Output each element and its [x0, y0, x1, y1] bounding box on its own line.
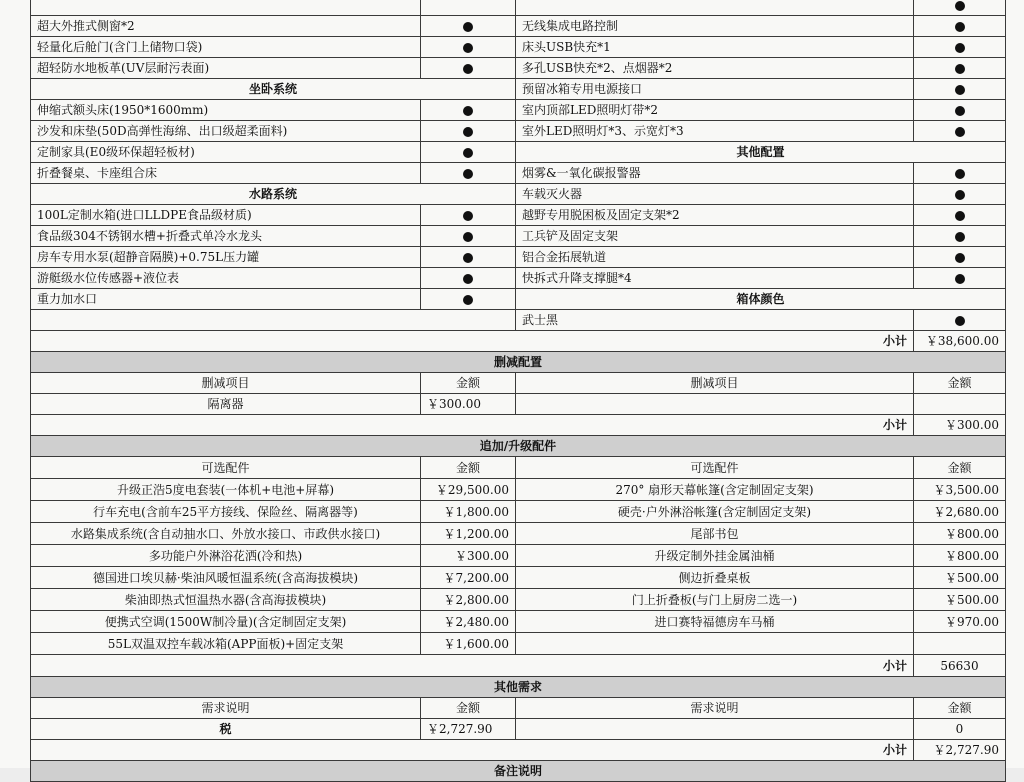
feature-item: 重力加水口	[31, 289, 421, 310]
table-row	[31, 142, 1006, 163]
table-row	[31, 289, 1006, 310]
delete-amount: ￥300.00	[421, 394, 516, 415]
included-mark-cell	[421, 142, 516, 163]
table-row	[31, 121, 1006, 142]
included-mark-cell	[421, 16, 516, 37]
feature-item: 多孔USB快充*2、点烟器*2	[516, 58, 914, 79]
table-row	[31, 545, 1006, 567]
upgrade-amount	[914, 633, 1006, 655]
upgrade-amount: ￥2,480.00	[421, 611, 516, 633]
subtotal-amount: ￥300.00	[914, 415, 1006, 436]
included-mark-cell	[421, 268, 516, 289]
subtotal-label: 小计	[31, 331, 914, 352]
upgrade-item: 柴油即热式恒温热水器(含高海拔模块)	[31, 589, 421, 611]
upgrade-amount: ￥800.00	[914, 523, 1006, 545]
upgrade-amount: ￥3,500.00	[914, 479, 1006, 501]
table-row	[31, 457, 1006, 479]
upgrade-amount: ￥500.00	[914, 567, 1006, 589]
table-row	[31, 0, 1006, 16]
table-row	[31, 501, 1006, 523]
table-row	[31, 567, 1006, 589]
col-header-amount: 金额	[421, 457, 516, 479]
included-dot-icon	[955, 127, 965, 137]
feature-item: 无线集成电路控制	[516, 16, 914, 37]
included-mark-cell	[421, 289, 516, 310]
table-row	[31, 677, 1006, 698]
col-header-item: 需求说明	[516, 698, 914, 719]
subtotal-amount: ￥38,600.00	[914, 331, 1006, 352]
included-dot-icon	[463, 148, 473, 158]
table-row	[31, 331, 1006, 352]
upgrade-item: 270° 扇形天幕帐篷(含定制固定支架)	[516, 479, 914, 501]
feature-item: 床头USB快充*1	[516, 37, 914, 58]
table-row	[31, 740, 1006, 761]
table-row	[31, 226, 1006, 247]
included-mark-cell	[421, 205, 516, 226]
included-mark-cell	[914, 37, 1006, 58]
upgrade-item: 硬壳·户外淋浴帐篷(含定制固定支架)	[516, 501, 914, 523]
feature-item: 轻量化后舱门(含门上储物口袋)	[31, 37, 421, 58]
included-dot-icon	[955, 211, 965, 221]
table-row	[31, 698, 1006, 719]
feature-item: 车载灭火器	[516, 184, 914, 205]
table-row	[31, 205, 1006, 226]
table-row	[31, 655, 1006, 677]
col-header-amount: 金额	[914, 457, 1006, 479]
included-dot-icon	[463, 253, 473, 263]
section-title-color: 箱体颜色	[516, 289, 1006, 310]
feature-item: 快拆式升降支撑腿*4	[516, 268, 914, 289]
subtotal-label: 小计	[31, 415, 914, 436]
included-dot-icon	[463, 274, 473, 284]
col-header-amount: 金额	[421, 698, 516, 719]
col-header-item: 需求说明	[31, 698, 421, 719]
included-dot-icon	[463, 127, 473, 137]
table-row	[31, 37, 1006, 58]
table-row	[31, 100, 1006, 121]
included-mark-cell	[421, 0, 516, 16]
feature-item: 越野专用脱困板及固定支架*2	[516, 205, 914, 226]
feature-item: 超轻防水地板革(UV层耐污表面)	[31, 58, 421, 79]
table-row	[31, 415, 1006, 436]
included-mark-cell	[914, 205, 1006, 226]
table-row	[31, 373, 1006, 394]
included-dot-icon	[463, 43, 473, 53]
empty-cell	[516, 394, 914, 415]
empty-cell	[31, 310, 516, 331]
included-dot-icon	[463, 232, 473, 242]
table-row	[31, 310, 1006, 331]
upgrade-item: 德国进口埃贝赫·柴油风暖恒温系统(含高海拔模块)	[31, 567, 421, 589]
included-dot-icon	[955, 232, 965, 242]
feature-item: 室外LED照明灯*3、示宽灯*3	[516, 121, 914, 142]
included-mark-cell	[421, 247, 516, 268]
included-mark-cell	[914, 247, 1006, 268]
col-header-item: 删减项目	[516, 373, 914, 394]
upgrade-amount: ￥7,200.00	[421, 567, 516, 589]
color-item: 武士黑	[516, 310, 914, 331]
empty-cell	[516, 719, 914, 740]
config-table	[30, 0, 1006, 782]
table-row	[31, 268, 1006, 289]
included-dot-icon	[955, 316, 965, 326]
included-mark-cell	[421, 100, 516, 121]
subtotal-amount: ￥2,727.90	[914, 740, 1006, 761]
table-row	[31, 247, 1006, 268]
upgrade-item: 行车充电(含前车25平方接线、保险丝、隔离器等)	[31, 501, 421, 523]
feature-item	[31, 0, 421, 16]
upgrade-item: 尾部书包	[516, 523, 914, 545]
feature-item: 工兵铲及固定支架	[516, 226, 914, 247]
upgrade-item: 水路集成系统(含自动抽水口、外放水接口、市政供水接口)	[31, 523, 421, 545]
table-row	[31, 394, 1006, 415]
col-header-item: 删减项目	[31, 373, 421, 394]
included-dot-icon	[955, 1, 965, 11]
table-row	[31, 163, 1006, 184]
included-dot-icon	[955, 64, 965, 74]
included-dot-icon	[463, 106, 473, 116]
feature-item: 房车专用水泵(超静音隔膜)+0.75L压力罐	[31, 247, 421, 268]
upgrade-item: 55L双温双控车载冰箱(APP面板)+固定支架	[31, 633, 421, 655]
feature-item: 游艇级水位传感器+液位表	[31, 268, 421, 289]
feature-item: 室内顶部LED照明灯带*2	[516, 100, 914, 121]
table-row	[31, 58, 1006, 79]
subtotal-label: 小计	[31, 655, 914, 677]
included-mark-cell	[421, 163, 516, 184]
need-amount: ￥2,727.90	[421, 719, 516, 740]
included-mark-cell	[914, 16, 1006, 37]
included-dot-icon	[955, 22, 965, 32]
included-dot-icon	[463, 64, 473, 74]
section-title-other-config: 其他配置	[516, 142, 1006, 163]
upgrade-amount: ￥800.00	[914, 545, 1006, 567]
upgrade-item: 升级正浩5度电套装(一体机+电池+屏幕)	[31, 479, 421, 501]
upgrade-item	[516, 633, 914, 655]
table-row	[31, 79, 1006, 100]
need-amount: 0	[914, 719, 1006, 740]
included-mark-cell	[914, 226, 1006, 247]
included-dot-icon	[955, 169, 965, 179]
table-row	[31, 611, 1006, 633]
feature-item: 定制家具(E0级环保超轻板材)	[31, 142, 421, 163]
upgrade-amount: ￥300.00	[421, 545, 516, 567]
upgrade-amount: ￥1,800.00	[421, 501, 516, 523]
upgrade-amount: ￥970.00	[914, 611, 1006, 633]
section-title-water: 水路系统	[31, 184, 516, 205]
table-row	[31, 633, 1006, 655]
included-dot-icon	[955, 106, 965, 116]
section-title-seating: 坐卧系统	[31, 79, 516, 100]
table-row	[31, 523, 1006, 545]
col-header-item: 可选配件	[516, 457, 914, 479]
feature-item: 铝合金拓展轨道	[516, 247, 914, 268]
upgrade-amount: ￥500.00	[914, 589, 1006, 611]
upgrade-item: 门上折叠板(与门上厨房二选一)	[516, 589, 914, 611]
included-mark-cell	[914, 184, 1006, 205]
included-mark-cell	[914, 100, 1006, 121]
included-mark-cell	[914, 58, 1006, 79]
upgrade-amount: ￥29,500.00	[421, 479, 516, 501]
table-row	[31, 436, 1006, 457]
table-row	[31, 761, 1006, 782]
section-title-upgrade: 追加/升级配件	[31, 436, 1006, 457]
included-dot-icon	[955, 253, 965, 263]
col-header-amount: 金额	[421, 373, 516, 394]
feature-item	[516, 0, 914, 16]
need-item: 税	[31, 719, 421, 740]
table-row	[31, 352, 1006, 373]
included-mark-cell	[914, 163, 1006, 184]
included-mark-cell	[421, 58, 516, 79]
included-dot-icon	[463, 169, 473, 179]
table-row	[31, 589, 1006, 611]
section-title-other-needs: 其他需求	[31, 677, 1006, 698]
included-dot-icon	[955, 43, 965, 53]
included-mark-cell	[914, 0, 1006, 16]
table-row	[31, 719, 1006, 740]
feature-item: 折叠餐桌、卡座组合床	[31, 163, 421, 184]
table-row	[31, 16, 1006, 37]
feature-item: 食品级304不锈钢水槽+折叠式单冷水龙头	[31, 226, 421, 247]
included-mark-cell	[421, 121, 516, 142]
feature-item: 烟雾&一氧化碳报警器	[516, 163, 914, 184]
feature-item: 超大外推式侧窗*2	[31, 16, 421, 37]
included-dot-icon	[463, 22, 473, 32]
included-mark-cell	[914, 79, 1006, 100]
empty-cell	[914, 394, 1006, 415]
included-mark-cell	[914, 268, 1006, 289]
upgrade-amount: ￥1,200.00	[421, 523, 516, 545]
upgrade-item: 升级定制外挂金属油桶	[516, 545, 914, 567]
upgrade-amount: ￥2,680.00	[914, 501, 1006, 523]
upgrade-amount: ￥2,800.00	[421, 589, 516, 611]
subtotal-amount: 56630	[914, 655, 1006, 677]
feature-item: 伸缩式额头床(1950*1600mm)	[31, 100, 421, 121]
table-row	[31, 479, 1006, 501]
upgrade-item: 便携式空调(1500W制冷量)(含定制固定支架)	[31, 611, 421, 633]
subtotal-label: 小计	[31, 740, 914, 761]
section-title-delete: 删减配置	[31, 352, 1006, 373]
included-mark-cell	[914, 310, 1006, 331]
feature-item: 100L定制水箱(进口LLDPE食品级材质)	[31, 205, 421, 226]
upgrade-item: 侧边折叠桌板	[516, 567, 914, 589]
upgrade-item: 多功能户外淋浴花洒(冷和热)	[31, 545, 421, 567]
feature-item: 沙发和床垫(50D高弹性海绵、出口级超柔面料)	[31, 121, 421, 142]
included-mark-cell	[421, 226, 516, 247]
col-header-amount: 金额	[914, 698, 1006, 719]
upgrade-amount: ￥1,600.00	[421, 633, 516, 655]
table-row	[31, 184, 1006, 205]
feature-item: 预留冰箱专用电源接口	[516, 79, 914, 100]
included-dot-icon	[955, 274, 965, 284]
col-header-amount: 金额	[914, 373, 1006, 394]
included-mark-cell	[421, 37, 516, 58]
included-dot-icon	[955, 85, 965, 95]
included-dot-icon	[463, 295, 473, 305]
delete-item: 隔离器	[31, 394, 421, 415]
col-header-item: 可选配件	[31, 457, 421, 479]
included-mark-cell	[914, 121, 1006, 142]
section-title-notes: 备注说明	[31, 761, 1006, 782]
upgrade-item: 进口赛特福德房车马桶	[516, 611, 914, 633]
included-dot-icon	[955, 190, 965, 200]
included-dot-icon	[463, 211, 473, 221]
